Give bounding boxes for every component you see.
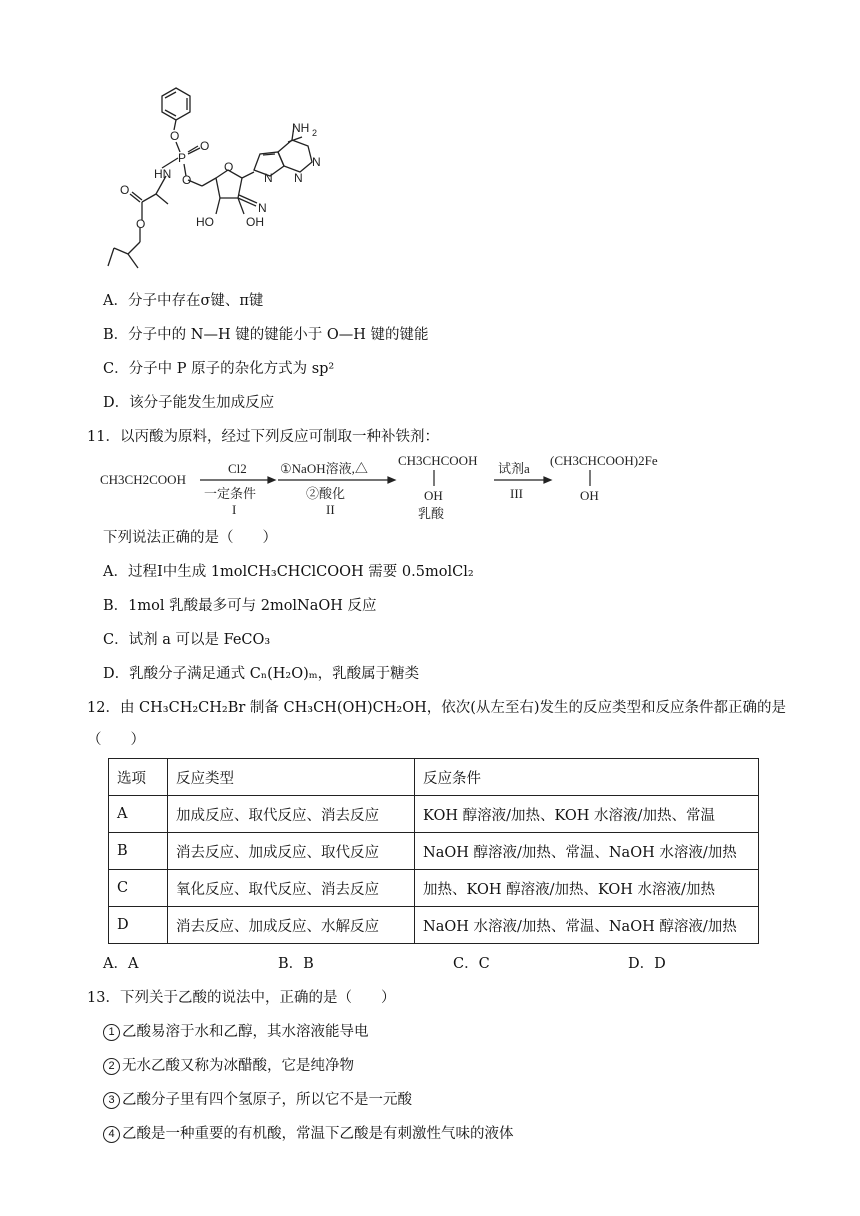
rxn-intermediate-name: 乳酸 — [418, 506, 445, 521]
circled-number: 3 — [103, 1092, 120, 1109]
table-cell: D — [109, 907, 168, 944]
circled-number: 2 — [103, 1058, 120, 1075]
table-row — [109, 833, 759, 870]
q11-option-a: A．过程I中生成 1molCH₃CHClCOOH 需要 0.5molCl₂ — [103, 564, 474, 580]
q13-item-4: 4 乙酸是一种重要的有机酸，常温下乙酸是有刺激性气味的液体 — [103, 1124, 514, 1144]
table-row — [109, 907, 759, 944]
table-cell: C — [109, 870, 168, 907]
rxn-step1-num: I — [232, 502, 237, 517]
svg-text:N: N — [264, 171, 273, 185]
q10-option-b: B．分子中的 N—H 键的键能小于 O—H 键的键能 — [103, 327, 429, 343]
table-cell: B — [109, 833, 168, 870]
svg-text:HN: HN — [154, 167, 172, 181]
rxn-step2-top: ①NaOH溶液,△ — [280, 461, 368, 476]
q13-item-2: 2 无水乙酸又称为冰醋酸，它是纯净物 — [103, 1056, 354, 1076]
svg-text:O: O — [224, 160, 234, 174]
q11-option-d: D．乳酸分子满足通式 Cₙ(H₂O)ₘ，乳酸属于糖类 — [103, 666, 420, 682]
svg-text:O: O — [182, 173, 192, 187]
svg-text:NH: NH — [292, 121, 310, 135]
q11-stem: 11．以丙酸为原料，经过下列反应可制取一种补铁剂： — [87, 429, 439, 445]
table-cell: 加成反应、取代反应、消去反应 — [168, 796, 415, 833]
q10-option-a: A．分子中存在σ键、π键 — [103, 293, 264, 309]
rxn-intermediate: CH3CHCOOH — [398, 453, 478, 468]
rxn-step3-top: 试剂a — [498, 461, 530, 476]
q13-item-1: 1 乙酸易溶于水和乙醇，其水溶液能导电 — [103, 1022, 369, 1042]
svg-text:O: O — [120, 183, 130, 197]
q12-stem: 12．由 CH₃CH₂CH₂Br 制备 CH₃CH(OH)CH₂OH，依次(从左至右)发生的反应类型和反应条件都正确的是 — [87, 700, 787, 716]
q12-answer-c: C．C — [453, 956, 490, 972]
svg-text:O: O — [136, 217, 146, 231]
rxn-product-sub: OH — [580, 488, 599, 503]
q11-option-c: C．试剂 a 可以是 FeCO₃ — [103, 632, 271, 648]
table-cell: 氧化反应、取代反应、消去反应 — [168, 870, 415, 907]
svg-text:O: O — [200, 139, 210, 153]
q12-stem-cont: （ ） — [87, 732, 145, 748]
q12-answer-d: D．D — [628, 956, 666, 972]
rxn-step1-top: Cl2 — [228, 461, 247, 476]
table-cell: 消去反应、加成反应、水解反应 — [168, 907, 415, 944]
table-cell: NaOH 水溶液/加热、常温、NaOH 醇溶液/加热 — [415, 907, 759, 944]
table-header: 反应条件 — [415, 759, 759, 796]
circled-number: 4 — [103, 1126, 120, 1143]
table-cell: KOH 醇溶液/加热、KOH 水溶液/加热、常温 — [415, 796, 759, 833]
svg-text:O: O — [170, 129, 180, 143]
table-row — [109, 796, 759, 833]
table-cell: NaOH 醇溶液/加热、常温、NaOH 水溶液/加热 — [415, 833, 759, 870]
rxn-reactant: CH3CH2COOH — [100, 472, 186, 487]
q13-stem: 13．下列关于乙酸的说法中，正确的是（ ） — [87, 990, 396, 1006]
svg-text:HO: HO — [196, 215, 214, 229]
molecule-structure — [98, 82, 338, 277]
rxn-step1-bottom: 一定条件 — [204, 486, 257, 501]
rxn-product: (CH3CHCOOH)2Fe — [550, 453, 658, 468]
q13-item-3: 3 乙酸分子里有四个氢原子，所以它不是一元酸 — [103, 1090, 412, 1110]
q11-option-b: B．1mol 乳酸最多可与 2molNaOH 反应 — [103, 598, 377, 614]
q10-option-d: D．该分子能发生加成反应 — [103, 395, 275, 411]
q12-answer-b: B．B — [278, 956, 314, 972]
circled-number: 1 — [103, 1024, 120, 1041]
svg-text:P: P — [178, 151, 187, 165]
rxn-intermediate-sub: OH — [424, 488, 443, 503]
table-cell: A — [109, 796, 168, 833]
rxn-step3-num: III — [510, 486, 523, 501]
table-header: 选项 — [109, 759, 168, 796]
table-cell: 消去反应、加成反应、取代反应 — [168, 833, 415, 870]
q12-answer-a: A．A — [103, 956, 139, 972]
q11-question: 下列说法正确的是（ ） — [103, 530, 277, 546]
svg-text:N: N — [312, 155, 321, 169]
table-row — [109, 870, 759, 907]
reaction-scheme — [98, 452, 758, 528]
table-cell: 加热、KOH 醇溶液/加热、KOH 水溶液/加热 — [415, 870, 759, 907]
q10-option-c: C．分子中 P 原子的杂化方式为 sp² — [103, 361, 335, 377]
rxn-step2-bottom: ②酸化 — [306, 486, 346, 501]
svg-text:N: N — [294, 171, 303, 185]
rxn-step2-num: II — [326, 502, 335, 517]
svg-text:2: 2 — [312, 128, 318, 138]
svg-text:N: N — [258, 201, 267, 215]
table-header-row — [109, 759, 759, 796]
q12-options-table — [108, 758, 759, 944]
svg-text:OH: OH — [246, 215, 264, 229]
table-header: 反应类型 — [168, 759, 415, 796]
